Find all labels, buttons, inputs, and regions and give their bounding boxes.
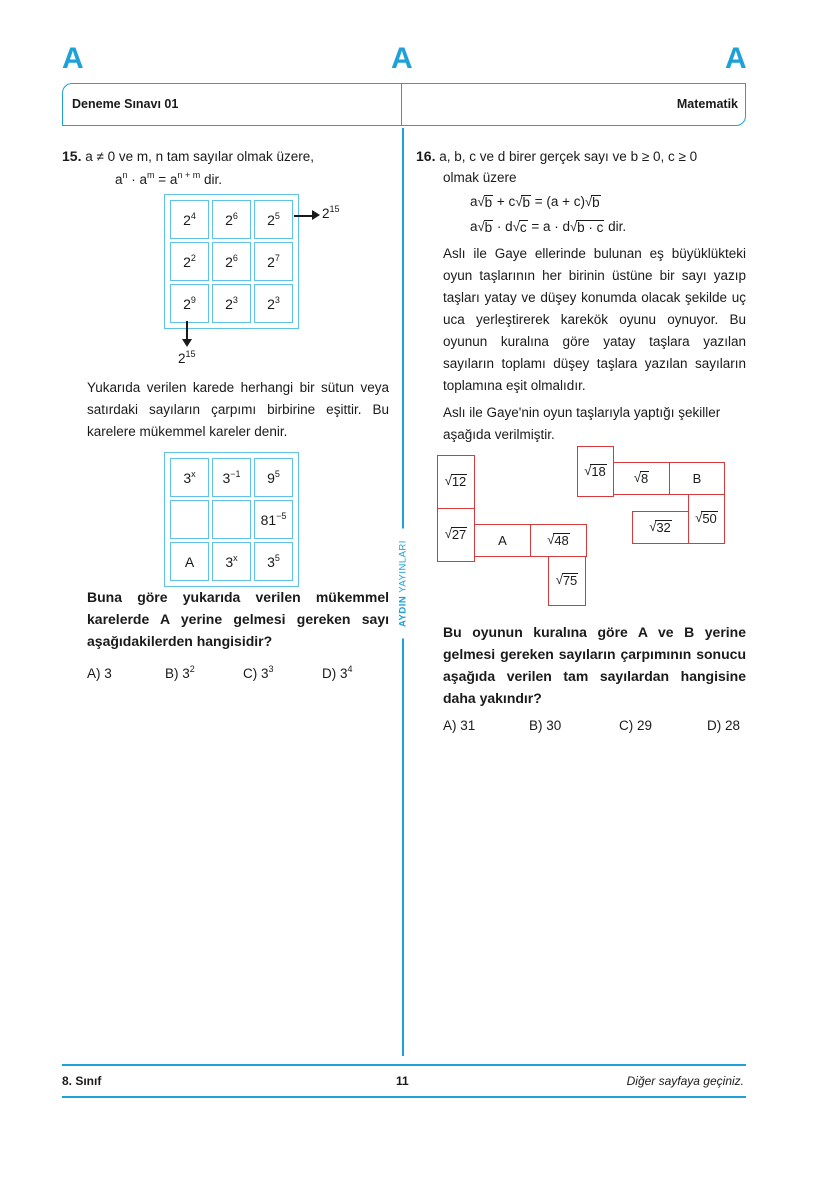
header-letter-center: A — [391, 42, 413, 75]
grid1-cell: $2^6$ — [212, 242, 251, 281]
formula-n: n — [122, 170, 128, 180]
q15-number: 15. — [62, 148, 82, 164]
grid2-cell: 3$^x$ — [212, 542, 251, 581]
tile-B: B — [669, 462, 725, 495]
q16-number: 16. — [416, 148, 436, 164]
publisher-rest: YAYINLARI — [397, 540, 409, 596]
footer-next-page: Diğer sayfaya geçiniz. — [626, 1074, 744, 1088]
tile-sqrt-8: √ 8 — [613, 462, 670, 495]
grid1-cell: $2^9$ — [170, 284, 209, 323]
publisher-side-label — [396, 530, 410, 640]
grid2-cell — [170, 500, 209, 539]
tile-A: A — [474, 524, 531, 557]
grid2-cell: $9^5$ — [254, 458, 293, 497]
q16-paragraph-2: Aslı ile Gaye'nin oyun taşlarıyla yaptığı şekiller aşağıda verilmiştir. — [443, 405, 721, 442]
tile-sqrt-32: √ 32 — [632, 511, 689, 544]
exam-title: Deneme Sınavı 01 — [72, 97, 179, 111]
tile-sqrt-12: √ 12 — [437, 455, 475, 509]
q16-option-a[interactable]: A) 31 — [443, 718, 476, 733]
q16-formula-1: a √ b + c √ b = (a + c) √ b — [470, 194, 600, 210]
q15-option-d[interactable]: D) $3^4$ — [322, 664, 353, 681]
q15-question: Buna göre yukarıda verilen mükemmel karelerde A yerine gelmesi gereken sayı aşağıdakilerden hangisidir? — [87, 589, 389, 649]
column-arrow-line — [186, 321, 188, 341]
grid2-cell: $81^{-5}$ — [254, 500, 293, 539]
grid1-cell: $2^2$ — [170, 242, 209, 281]
tile-sqrt-18: √ 18 — [577, 446, 614, 497]
formula-nm: n + m — [177, 170, 201, 180]
q16-intro1: a, b, c ve d birer gerçek sayı ve b ≥ 0, c ≥ 0 — [439, 149, 698, 164]
q16-intro-line1 — [416, 145, 746, 168]
q15-option-c[interactable]: C) $3^3$ — [243, 664, 274, 681]
formula-dot: · a — [127, 172, 148, 187]
footer-bottom-rule — [62, 1096, 746, 1098]
q15-intro-line — [62, 145, 314, 168]
subject-title: Matematik — [676, 97, 738, 111]
grid1-cell: $2^5$ — [254, 200, 293, 239]
grid1-cell: $2^4$ — [170, 200, 209, 239]
header-letter-right: A — [725, 42, 747, 75]
column-product-result: $2^{15}$ — [178, 349, 196, 366]
tile-sqrt-50: √ 50 — [688, 494, 725, 544]
grid1-cell: $2^6$ — [212, 200, 251, 239]
q15-option-b[interactable]: B) $3^2$ — [165, 664, 195, 681]
formula-m: m — [147, 170, 155, 180]
tile-sqrt-48: √ 48 — [530, 524, 587, 557]
q15-option-a[interactable]: A) 3 — [87, 666, 112, 681]
tile-sqrt-27: √ 27 — [437, 508, 475, 562]
row-arrow-head — [312, 210, 320, 220]
grid2-cell: $3^5$ — [254, 542, 293, 581]
row-product-result: $2^{15}$ — [322, 204, 340, 221]
grid1-cell: $2^3$ — [254, 284, 293, 323]
grid2-cell — [212, 500, 251, 539]
q16-option-c[interactable]: C) 29 — [619, 718, 653, 733]
grid1-cell: $2^7$ — [254, 242, 293, 281]
q16-paragraph-1: Aslı ile Gaye ellerinde bulunan eş büyüklükteki oyun taşlarının her birinin üstüne bir sayı yazıp taşları yatay ve düşey konumda olacak şekilde uç uca yerleştirerek karekök oyunu oynuyor. Bu oyunun kuralına göre yatay taşlara yazılan sayıların toplamı düşey taşlara yazılan sayıların toplamına eşit olmalıdır. — [443, 246, 746, 393]
q15-formula — [115, 169, 222, 191]
formula-a: a — [115, 172, 123, 187]
column-arrow-head — [182, 339, 192, 347]
publisher-brand: AYDIN — [397, 595, 409, 627]
q15-intro: a ≠ 0 ve m, n tam sayılar olmak üzere, — [85, 149, 314, 164]
q16-formula-2: a √ b · d √ c = a · d √ b · c dir. — [470, 219, 627, 235]
formula-end: dir. — [200, 172, 222, 187]
q16-intro-line2: olmak üzere — [443, 170, 517, 185]
grid2-cell: 3$^x$ — [170, 458, 209, 497]
grid1-cell: $2^3$ — [212, 284, 251, 323]
q16-question: Bu oyunun kuralına göre A ve B yerine gelmesi gereken sayıların çarpımının sonucu aşağıda verilen tam sayılardan hangisine daha yakındır? — [443, 624, 746, 706]
formula-eq: = a — [154, 172, 178, 187]
grid2-cell: A — [170, 542, 209, 581]
grid2-cell: $3^{-1}$ — [212, 458, 251, 497]
q15-explanation: Yukarıda verilen karede herhangi bir sütun veya satırdaki sayıların çarpımı birbirine eşittir. Bu karelere mükemmel kareler denir. — [87, 380, 389, 439]
perfect-square-grid-2 — [164, 452, 299, 587]
header-letter-left: A — [62, 42, 84, 75]
q16-option-b[interactable]: B) 30 — [529, 718, 562, 733]
tile-sqrt-75: √ 75 — [548, 556, 586, 606]
footer-top-rule — [62, 1064, 746, 1066]
q16-option-d[interactable]: D) 28 — [707, 718, 741, 733]
row-arrow-line — [294, 215, 314, 217]
perfect-square-grid-1 — [164, 194, 299, 329]
footer-grade: 8. Sınıf — [62, 1074, 102, 1088]
footer-page-number: 11 — [396, 1074, 409, 1088]
